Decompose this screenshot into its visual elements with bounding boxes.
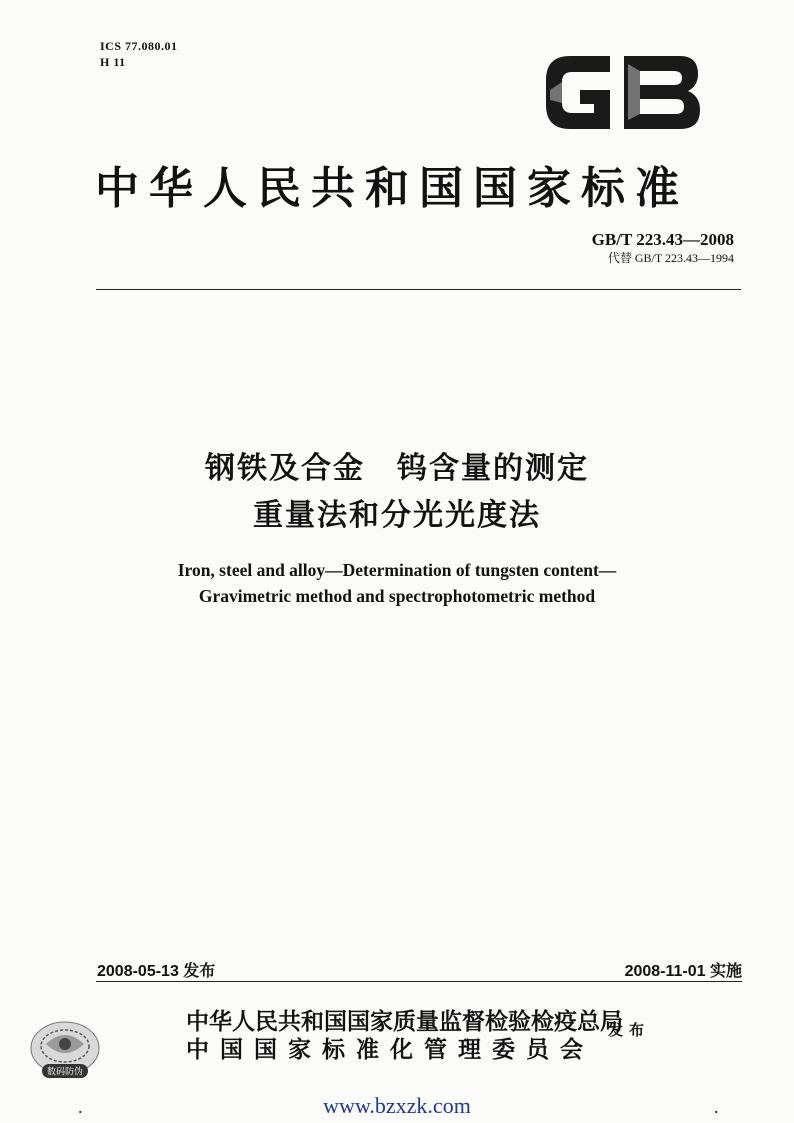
gb-logo-icon: [540, 50, 705, 135]
website-url: www.bzxzk.com: [323, 1093, 471, 1118]
anti-counterfeit-seal-icon: [28, 1020, 102, 1082]
standard-number: GB/T 223.43—2008: [591, 230, 734, 249]
standard-number-block: [592, 230, 734, 266]
issue-date: 2008-05-13 发布: [97, 963, 216, 980]
seal-label: 数码防伪: [46, 1067, 84, 1078]
ics-code: ICS 77.080.01: [100, 39, 178, 53]
footer-dot-right: .: [714, 1097, 719, 1117]
english-title-line-1: Iron, steel and alloy—Determination of tungsten content—: [177, 560, 617, 580]
class-code: H 11: [100, 55, 126, 69]
chinese-title-line-2: 重量法和分光光度法: [253, 498, 541, 533]
national-standard-title: 中华人民共和国国家标准: [95, 163, 689, 214]
bottom-divider: [96, 981, 742, 982]
publish-label: 发布: [608, 1021, 651, 1039]
english-title-line-2: Gravimetric method and spectrophotometric method: [198, 586, 596, 606]
footer-dot-left: .: [78, 1097, 83, 1117]
replaces-standard: 代替 GB/T 223.43—1994: [607, 251, 734, 265]
classification-block: [100, 38, 178, 70]
implementation-date: 2008-11-01 实施: [624, 963, 742, 980]
issuer-aqsiq: 中华人民共和国国家质量监督检验检疫总局: [186, 1008, 623, 1035]
top-divider: [96, 289, 741, 290]
chinese-title-line-1: 钢铁及合金 钨含量的测定: [205, 451, 589, 486]
issuer-sac: 中国国家标准化管理委员会: [186, 1036, 594, 1063]
